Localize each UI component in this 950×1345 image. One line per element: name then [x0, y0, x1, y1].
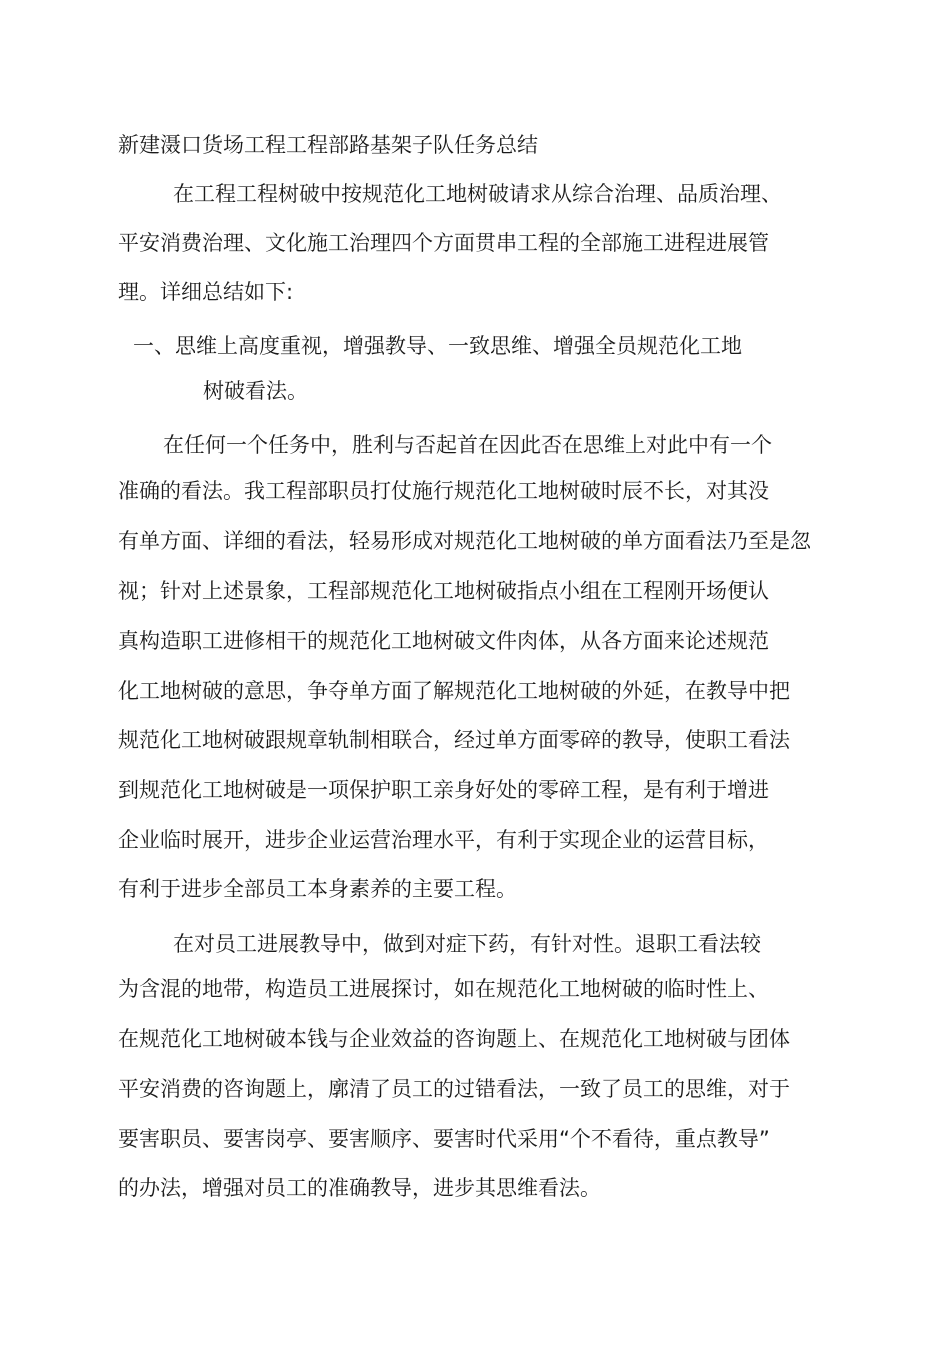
paragraph-line: 规范化工地树破跟规章轨制相联合，经过单方面零碎的教导，使职工看法 — [118, 728, 790, 752]
paragraph-line: 平安消费的咨询题上，廓清了员工的过错看法，一致了员工的思维，对于 — [118, 1077, 790, 1101]
paragraph-line: 企业临时展开，进步企业运营治理水平，有利于实现企业的运营目标， — [118, 828, 769, 852]
paragraph-line: 准确的看法。我工程部职员打仗施行规范化工地树破时辰不长，对其没 — [118, 479, 769, 503]
document-title: 新建滠口货场工程工程部路基架子队任务总结 — [118, 133, 538, 157]
intro-line: 理。详细总结如下: — [118, 280, 294, 304]
paragraph-line: 化工地树破的意思，争夺单方面了解规范化工地树破的外延，在教导中把 — [118, 679, 790, 703]
paragraph-line: 有利于进步全部员工本身素养的主要工程。 — [118, 877, 517, 901]
paragraph-line: 在对员工进展教导中，做到对症下药，有针对性。退职工看法较 — [173, 932, 761, 956]
paragraph-line: 的办法，增强对员工的准确教导，进步其思维看法。 — [118, 1176, 601, 1200]
paragraph-line: 到规范化工地树破是一项保护职工亲身好处的零碎工程，是有利于增进 — [118, 778, 769, 802]
intro-line: 平安消费治理、文化施工治理四个方面贯串工程的全部施工进程进展管 — [118, 231, 769, 255]
paragraph-line: 要害职员、要害岗亭、要害顺序、要害时代采用“个不看待，重点教导” — [118, 1127, 770, 1151]
paragraph-line: 真构造职工进修相干的规范化工地树破文件肉体，从各方面来论述规范 — [118, 629, 769, 653]
paragraph-line: 为含混的地带，构造员工进展探讨，如在规范化工地树破的临时性上、 — [118, 977, 769, 1001]
section-heading-line: 一、思维上高度重视，增强教导、一致思维、增强全员规范化工地 — [133, 334, 742, 358]
paragraph-line: 在任何一个任务中，胜利与否起首在因此否在思维上对此中有一个 — [163, 433, 772, 457]
intro-line: 在工程工程树破中按规范化工地树破请求从综合治理、品质治理、 — [173, 182, 782, 206]
paragraph-line: 视；针对上述景象，工程部规范化工地树破指点小组在工程刚开场便认 — [118, 579, 769, 603]
paragraph-line: 在规范化工地树破本钱与企业效益的咨询题上、在规范化工地树破与团体 — [118, 1027, 790, 1051]
paragraph-line: 有单方面、详细的看法，轻易形成对规范化工地树破的单方面看法乃至是忽 — [118, 529, 811, 553]
section-heading-line: 树破看法。 — [203, 379, 308, 403]
